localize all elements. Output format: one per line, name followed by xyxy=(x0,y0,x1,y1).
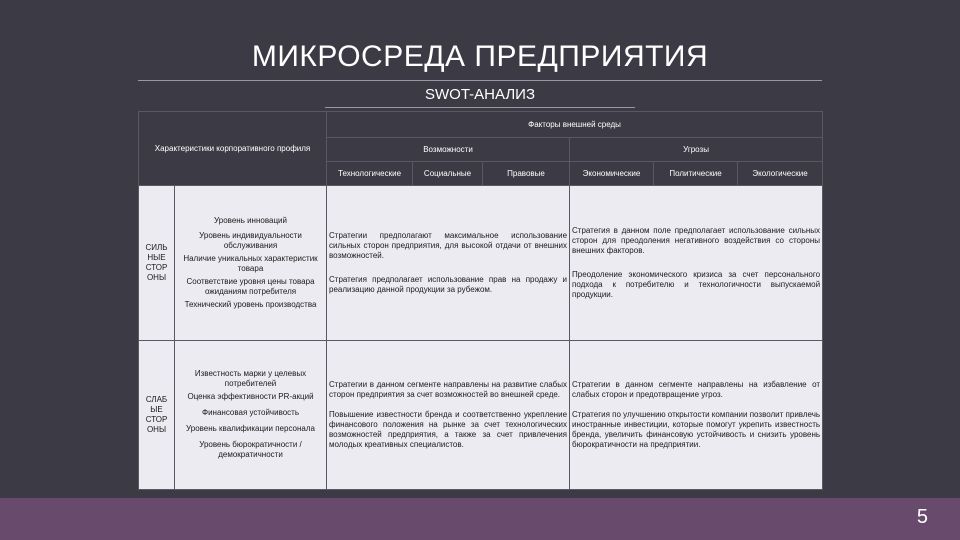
factor-technological: Технологические xyxy=(327,162,413,186)
strengths-list xyxy=(175,186,327,340)
external-factors-header: Факторы внешней среды xyxy=(327,112,823,138)
page-number: 5 xyxy=(916,506,928,528)
factor-legal: Правовые xyxy=(483,162,570,186)
strengths-label: СИЛЬ НЫЕ СТОР ОНЫ xyxy=(139,186,175,340)
strength-item: Уровень индивидуальности обслуживания xyxy=(199,230,302,250)
paragraph-gap xyxy=(329,400,567,410)
threats-header: Угрозы xyxy=(570,138,823,162)
so-text-specific: Стратегия предполагает использование прав на продажу и реализацию данной продукции за рубежом. xyxy=(329,274,568,294)
weaknesses-list xyxy=(175,340,327,489)
wt-quadrant xyxy=(570,340,823,489)
wt-text-specific: Стратегия по улучшению открытости компании позволит привлечь иностранные инвестиции, которые помогут укрепить известность бренда, увеличить финансовую устойчивость и снизить уровень бюрократичности на предприятии. xyxy=(572,409,821,449)
factor-political: Политические xyxy=(654,162,738,186)
strength-item: Наличие уникальных характеристик товара xyxy=(183,253,318,273)
so-quadrant xyxy=(327,186,570,340)
paragraph-gap xyxy=(572,256,820,270)
paragraph-gap xyxy=(329,261,567,275)
subtitle-divider xyxy=(325,107,635,108)
paragraph-gap xyxy=(572,400,820,410)
slide-title: МИКРОСРЕДА ПРЕДПРИЯТИЯ xyxy=(251,40,709,73)
factor-ecological: Экологические xyxy=(738,162,823,186)
wo-quadrant xyxy=(327,340,570,489)
st-text-specific: Преодоление экономического кризиса за счет персонального подхода к потребителю и технологичности выпускаемой продукции. xyxy=(572,269,821,299)
strength-item: Технический уровень производства xyxy=(184,299,317,309)
st-text-general: Стратегия в данном поле предполагает использование сильных сторон для преодоления негативного воздействия со стороны внешних факторов. xyxy=(572,225,821,255)
slide-subtitle: SWOT-АНАЛИЗ xyxy=(424,86,536,103)
strength-item: Уровень инноваций xyxy=(214,215,287,225)
strength-item: Соответствие уровня цены товара ожиданиям потребителя xyxy=(186,276,315,296)
weakness-item: Известность марки у целевых потребителей xyxy=(194,369,307,389)
wo-text-general: Стратегии в данном сегменте направлены на развитие слабых сторон предприятия за счет возможностей во внешней среде. xyxy=(329,379,568,399)
footer-bar xyxy=(0,498,960,540)
weakness-item: Финансовая устойчивость xyxy=(201,408,300,418)
opportunities-header: Возможности xyxy=(327,138,570,162)
factor-social: Социальные xyxy=(413,162,483,186)
title-divider xyxy=(138,80,822,81)
st-quadrant xyxy=(570,186,823,340)
weaknesses-label: СЛАБ ЫЕ СТОР ОНЫ xyxy=(139,340,175,489)
wt-text-general: Стратегии в данном сегменте направлены на избавление от слабых сторон и предотвращение угроз. xyxy=(572,379,821,399)
swot-table xyxy=(138,111,823,490)
char-profile-header: Характеристики корпоративного профиля xyxy=(139,112,327,186)
weakness-item: Уровень бюрократичности / демократичности xyxy=(199,440,302,460)
weakness-item: Уровень квалификации персонала xyxy=(186,424,315,434)
so-text-general: Стратегии предполагают максимальное использование сильных сторон предприятия, для высокой отдачи от внешних возможностей. xyxy=(329,230,568,260)
weakness-item: Оценка эффективности PR-акций xyxy=(187,392,314,402)
factor-economic: Экономические xyxy=(570,162,654,186)
wo-text-specific: Повышение известности бренда и соответственно укрепление финансового положения на рынке за счет технологических возможностей предприятия, а также за счет привлечения молодых креативных специалистов. xyxy=(329,409,568,449)
